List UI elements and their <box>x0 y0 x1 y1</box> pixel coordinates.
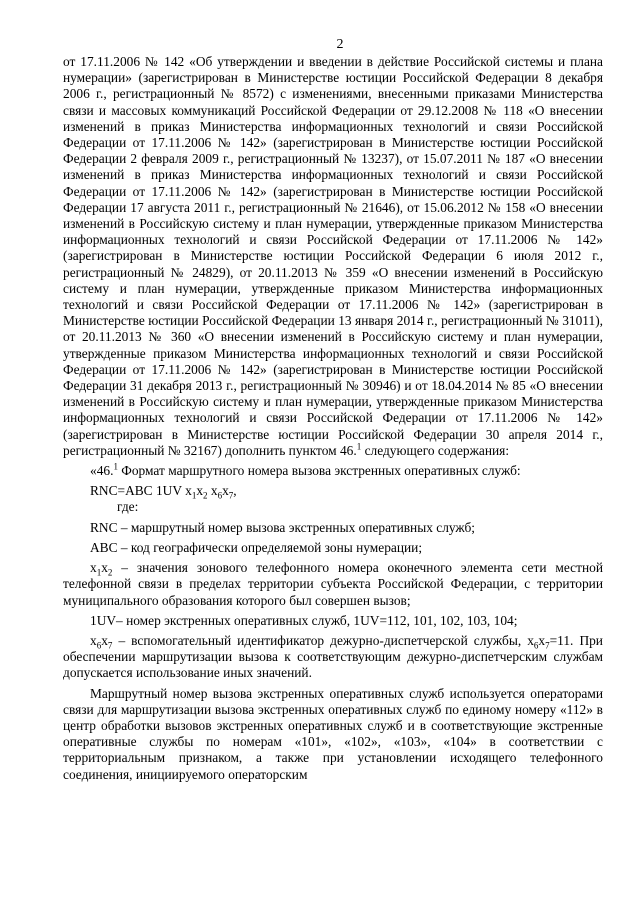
variable-text: x <box>90 632 97 648</box>
variable-text: x <box>101 632 108 648</box>
subscript: 6 <box>533 640 539 651</box>
paragraph-46-1-heading <box>63 463 603 479</box>
subscript: 1 <box>191 490 197 501</box>
formula-text: RNC=ABC 1UV x <box>90 483 192 499</box>
page-number: 2 <box>336 37 344 52</box>
definition-text: – вспомогательный идентификатор дежурно-диспетчерской службы, <box>112 632 528 648</box>
definition-text: – значения зонового телефонного номера оконечного элемента сети местной телефонной связи в пределах территории субъекта Российской Федерации, с территории муниципального образования которого был совершен вызов; <box>63 560 603 608</box>
definition-rnc: RNC – маршрутный номер вызова экстренных оперативных служб; <box>90 519 476 535</box>
variable-text: x <box>538 632 546 648</box>
routing-number-formula <box>63 483 603 499</box>
paragraph-text: от 17.11.2006 № 142 «Об утверждении и введении в действие Российской системы и плана нумерации» (зарегистрирован в Министерстве юстиции Российской Федерации 8 декабря 2006 г., регистрационный № 8572) с изменениями, внесенными приказами Министерства связи и массовых коммуникаций Российской Федерации от 29.12.2008 № 118 «О внесении изменений в приказ Министерства информационных технологий и связи Российской Федерации от 17.11.2006 № 142» (зарегистрирован в Министерстве юстиции Российской Федерации 2 февраля 2009 г., регистрационный № 13237), от 15.07.2011 № 187 «О внесении изменений в приказ Министерства информационных технологий и связи Российской Федерации от 17.11.2006 № 142» (зарегистрирован в Министерстве юстиции Российской Федерации 17 августа 2011 г., регистрационный № 21646), от 15.06.2012 № 158 «О внесении изменений в Российскую систему и план нумерации, утвержденные приказом Министерства информационных технологий и связи Российской Федерации от 17.11.2006 № 142» (зарегистрирован в Министерстве юстиции Российской Федерации 6 июля 2012 г., регистрационный № 24829), от 20.11.2013 № 359 «О внесении изменений в Российскую систему и план нумерации, утвержденные приказом Министерства информационных технологий и связи Российской Федерации от 17.11.2006 № 142» (зарегистрирован в Министерстве юстиции Российской Федерации 13 января 2014 г., регистрационный № 31011), от 20.11.2013 № 360 «О внесении изменений в Российскую систему и план нумерации, утвержденные приказом Министерства информационных технологий и связи Российской Федерации от 17.11.2006 № 142» (зарегистрирован в Министерстве юстиции Российской Федерации 31 декабря 2013 г., регистрационный № 30946) и от 18.04.2014 № 85 «О внесении изменений в Российскую систему и план нумерации, утвержденные приказом Министерства информационных технологий и связи Российской Федерации от 17.11.2006 № 142» (зарегистрирован в Министерстве юстиции Российской Федерации 30 апреля 2014 г., регистрационный № 32167) дополнить пунктом 46. <box>63 54 603 458</box>
formula-text: x <box>207 483 218 499</box>
definition-x1x2 <box>63 560 603 609</box>
subscript: 7 <box>545 640 550 651</box>
document-body <box>63 54 603 783</box>
superscript: 1 <box>113 461 118 472</box>
subscript: 2 <box>203 490 208 501</box>
subscript: 6 <box>96 640 102 651</box>
formula-text: x <box>222 483 229 499</box>
subscript: 2 <box>107 567 113 578</box>
definition-abc: ABC – код географически определяемой зоны нумерации; <box>90 539 423 555</box>
formula-text: x <box>196 483 204 499</box>
variable-text: x <box>90 560 97 576</box>
definition-text: =11. При обеспечении маршрутизации вызова к соответствующим дежурно-диспетчерским службам допускается использование иных значений. <box>63 632 603 681</box>
subscript: 1 <box>96 567 102 578</box>
where-label: где: <box>117 499 139 515</box>
paragraph-text-tail: следующего содержания: <box>361 442 510 458</box>
formula-text: , <box>233 483 237 499</box>
subscript: 7 <box>228 490 234 501</box>
paragraph-routing-usage: Маршрутный номер вызова экстренных оперативных служб используется операторами связи для маршрутизации вызова экстренных оперативных служб по единому номеру «112» в центр обработки вызовов экстренных оперативных служб и в соответствующие экстренные оперативные службы по номерам «101», «102», «103», «104» в соответствии с территориальным признаком, а также при установлении исходящего телефонного соединения, инициируемого операторским <box>63 685 603 782</box>
superscript: 1 <box>356 441 362 452</box>
definition-1uv: 1UV– номер экстренных оперативных служб, 1UV=112, 101, 102, 103, 104; <box>90 612 518 628</box>
paragraph-amendment-list <box>63 54 603 459</box>
variable-text: x <box>527 632 534 648</box>
clause-title: Формат маршрутного номера вызова экстренных оперативных служб: <box>117 463 521 479</box>
subscript: 6 <box>217 490 223 501</box>
clause-number: «46. <box>90 463 114 479</box>
subscript: 7 <box>107 640 113 651</box>
definition-x6x7 <box>63 633 603 682</box>
variable-text: x <box>101 560 108 576</box>
